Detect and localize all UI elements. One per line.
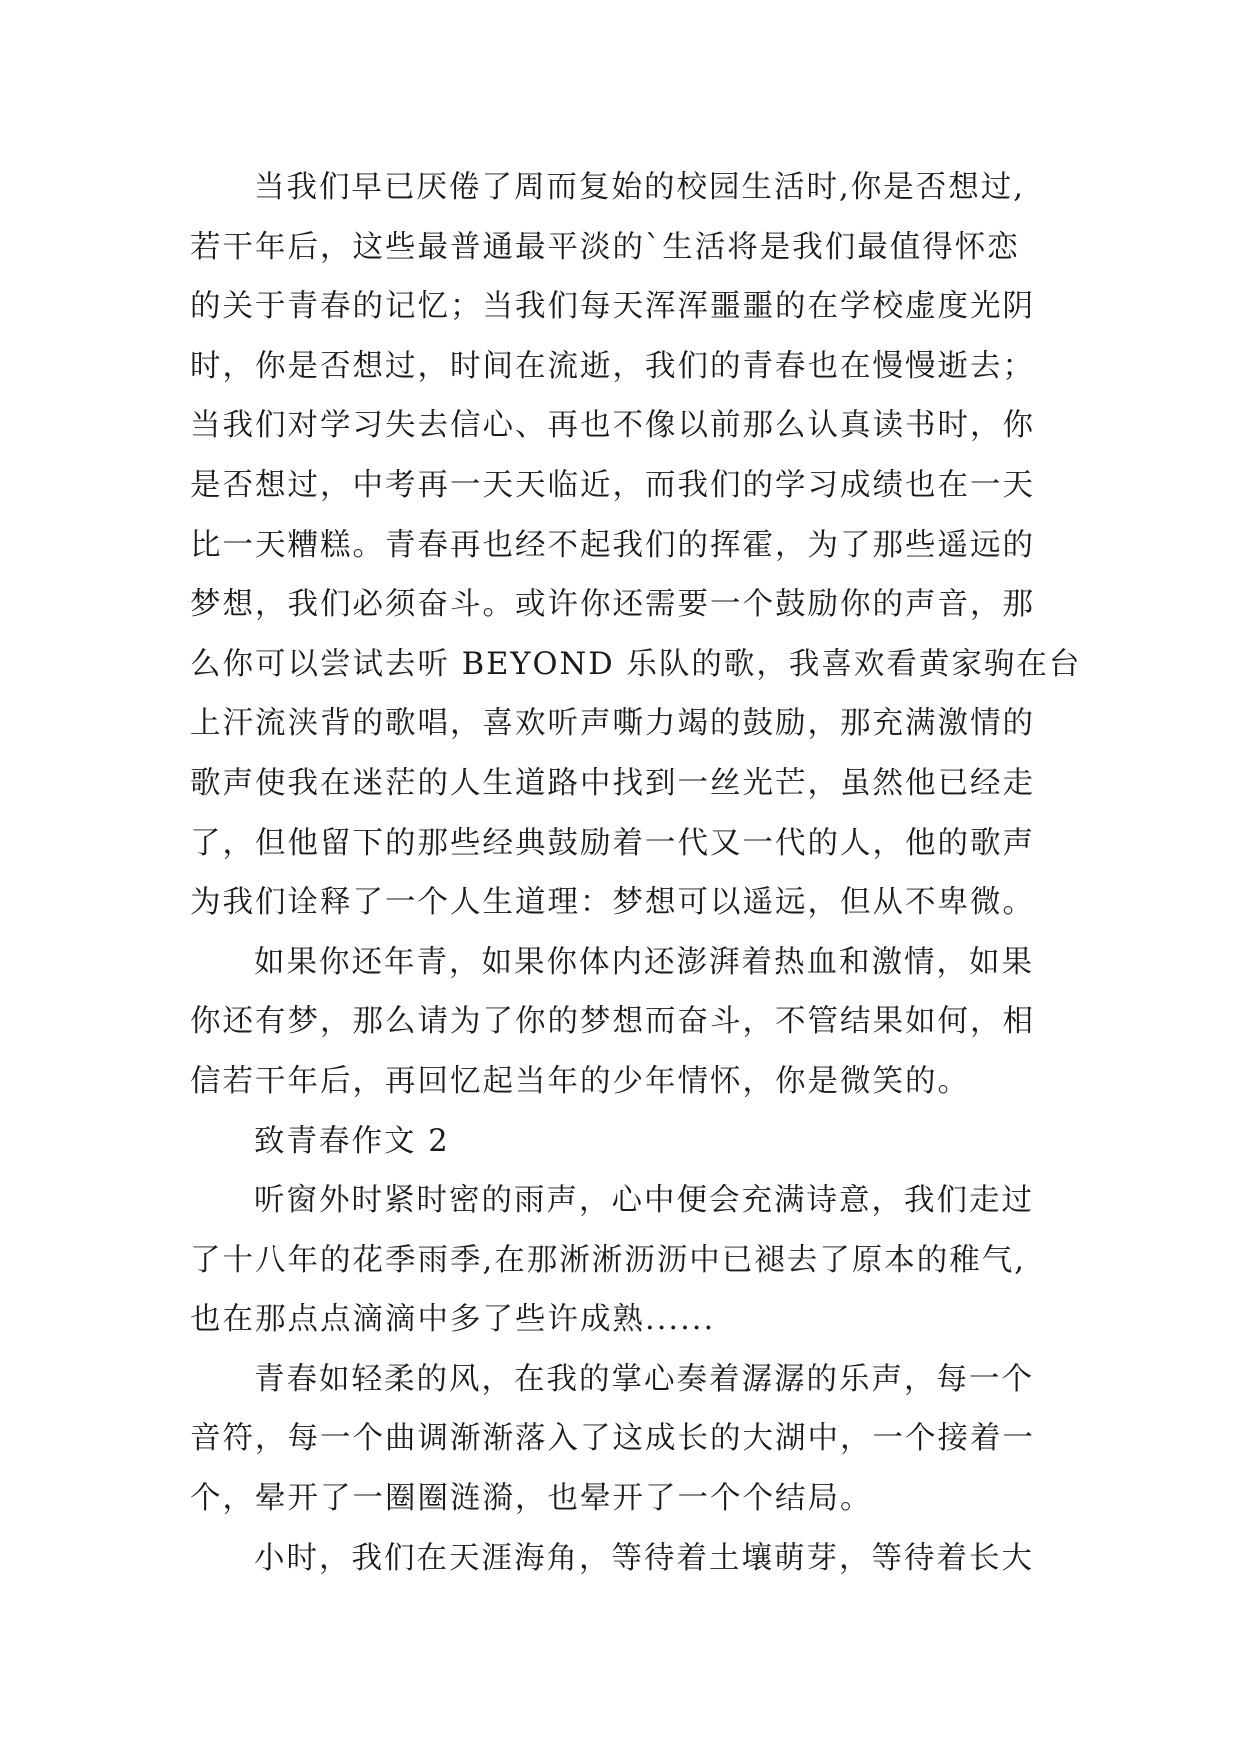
text-line: 若干年后，这些最普通最平淡的`生活将是我们最值得怀恋 (190, 229, 1020, 265)
text-line: 歌声使我在迷茫的人生道路中找到一丝光芒，虽然他已经走 (190, 765, 1035, 801)
text-line: 了，但他留下的那些经典鼓励着一代又一代的人，他的歌声 (190, 825, 1035, 861)
text-line: 时，你是否想过，时间在流逝，我们的青春也在慢慢逝去； (190, 348, 1035, 384)
section-heading: 致青春作文 2 (254, 1123, 450, 1159)
text-line: 么你可以尝试去听 BEYOND 乐队的歌，我喜欢看黄家驹在台 (190, 646, 1082, 682)
text-line: 个，晕开了一圈圈涟漪，也晕开了一个个结局。 (190, 1481, 873, 1517)
text-line: 为我们诠释了一个人生道理：梦想可以遥远，但从不卑微。 (190, 885, 1035, 921)
text-line: 小时，我们在天涯海角，等待着土壤萌芽，等待着长大 (254, 1540, 1034, 1576)
text-line: 信若干年后，再回忆起当年的少年情怀，你是微笑的。 (190, 1063, 970, 1099)
text-line: 的关于青春的记忆；当我们每天浑浑噩噩的在学校虚度光阴 (190, 289, 1035, 325)
text-line: 如果你还年青，如果你体内还澎湃着热血和激情，如果 (254, 944, 1034, 980)
text-line: 是否想过，中考再一天天临近，而我们的学习成绩也在一天 (190, 467, 1035, 503)
text-line: 听窗外时紧时密的雨声，心中便会充满诗意，我们走过 (254, 1183, 1034, 1219)
text-line: 你还有梦，那么请为了你的梦想而奋斗，不管结果如何，相 (190, 1004, 1035, 1040)
text-line: 也在那点点滴滴中多了些许成熟...... (190, 1302, 716, 1338)
text-line: 青春如轻柔的风，在我的掌心奏着潺潺的乐声，每一个 (254, 1361, 1034, 1397)
text-line: 梦想，我们必须奋斗。或许你还需要一个鼓励你的声音，那 (190, 587, 1035, 623)
text-line: 比一天糟糕。青春再也经不起我们的挥霍，为了那些遥远的 (190, 527, 1035, 563)
text-line: 音符，每一个曲调渐渐落入了这成长的大湖中，一个接着一 (190, 1421, 1035, 1457)
text-line: 当我们早已厌倦了周而复始的校园生活时,你是否想过, (254, 170, 1025, 205)
text-line: 上汗流浃背的歌唱，喜欢听声嘶力竭的鼓励，那充满激情的 (190, 706, 1035, 742)
text-line: 了十八年的花季雨季,在那淅淅沥沥中已褪去了原本的稚气, (190, 1242, 1026, 1278)
text-line: 当我们对学习失去信心、再也不像以前那么认真读书时，你 (190, 408, 1035, 444)
document-body (190, 158, 1082, 1588)
